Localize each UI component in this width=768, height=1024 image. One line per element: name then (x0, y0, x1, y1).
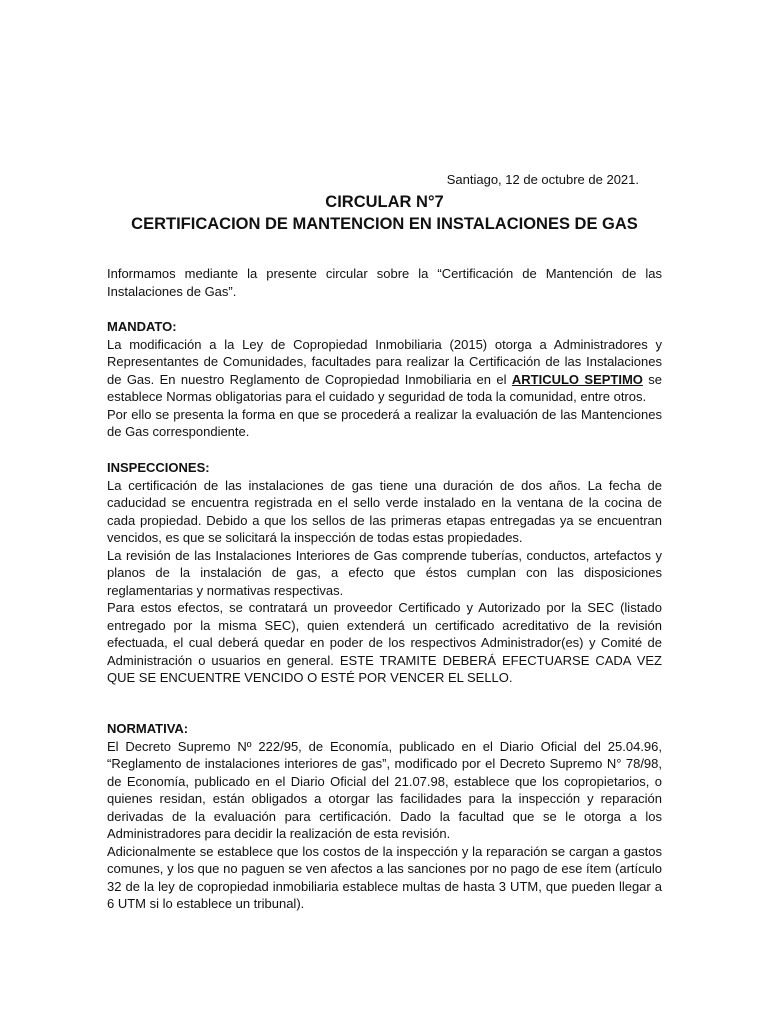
inspecciones-heading: INSPECCIONES: (107, 460, 210, 475)
circular-number: CIRCULAR N°7 (325, 193, 444, 211)
mandato-paragraph-2: Por ello se presenta la forma en que se procederá a realizar la evaluación de las Mantenciones de Gas correspondiente. (107, 406, 662, 439)
inspecciones-section (107, 459, 662, 687)
articulo-septimo-reference: ARTICULO SEPTIMO (511, 371, 643, 387)
document-title (107, 191, 662, 235)
normativa-paragraph-1: El Decreto Supremo Nº 222/95, de Economía, publicado en el Diario Oficial del 25.04.96, “Reglamento de instalaciones interiores de gas”, modificado por el Decreto Supremo N° 78/98, de Economía, publicado en el Diario Oficial del 21.07.98, establece que los copropietarios, o quienes residan, están obligados a otorgar las facilidades para la inspección y reparación derivadas de la evaluación para certificación. Dado la facultad que se le otorga a los Administradores para decidir la realización de esta revisión. (107, 738, 662, 841)
mandato-heading: MANDATO: (107, 319, 177, 334)
mandato-text-after: se establece Normas obligatorias para el cuidado y seguridad de toda la comunidad, entre otros. (107, 371, 662, 404)
normativa-section (107, 720, 662, 913)
intro-section (107, 265, 662, 300)
mandato-text-before: La modificación a la Ley de Copropiedad Inmobiliaria (2015) otorga a Administradores y Representantes de Comunidades, facultades para realizar la Certificación de las Instalaciones de Gas. En nuestro Reglamento de Copropiedad Inmobiliaria en el (107, 336, 662, 387)
normativa-heading: NORMATIVA: (107, 721, 189, 736)
inspecciones-paragraph-3: Para estos efectos, se contratará un proveedor Certificado y Autorizado por la SEC (listado entregado por la misma SEC), quien extenderá un certificado acreditativo de la revisión efectuada, el cual deberá quedar en poder de los respectivos Administrador(es) y Comité de Administración o usuarios en general. ESTE TRAMITE DEBERÁ EFECTUARSE CADA VEZ QUE SE ENCUENTRE VENCIDO O ESTÉ POR VENCER EL SELLO. (107, 600, 662, 685)
normativa-paragraph-2: Adicionalmente se establece que los costos de la inspección y la reparación se cargan a gastos comunes, y los que no paguen se ven afectos a las sanciones por no pago de ese ítem (artículo 32 de la ley de copropiedad inmobiliaria establece multas de hasta 3 UTM, que pueden llegar a 6 UTM si lo establece un tribunal). (107, 843, 662, 911)
circular-subject: CERTIFICACION DE MANTENCION EN INSTALACIONES DE GAS (131, 215, 638, 233)
mandato-paragraph-1 (107, 336, 662, 406)
intro-paragraph: Informamos mediante la presente circular sobre la “Certificación de Mantención de las Instalaciones de Gas”. (107, 266, 662, 299)
inspecciones-paragraph-1: La certificación de las instalaciones de gas tiene una duración de dos años. La fecha de caducidad se encuentra registrada en el sello verde instalado en la ventana de la cocina de cada propiedad. Debido a que los sellos de las primeras etapas entregadas ya se encuentran vencidos, es que se solicitará la inspección de todas estas propiedades. (107, 477, 662, 545)
date-line: Santiago, 12 de octubre de 2021. (446, 172, 639, 187)
inspecciones-paragraph-2: La revisión de las Instalaciones Interiores de Gas comprende tuberías, conductos, artefactos y planos de la instalación de gas, a efecto que éstos cumplan con las disposiciones reglamentarias y normativas respectivas. (107, 547, 662, 598)
mandato-section (107, 318, 662, 441)
